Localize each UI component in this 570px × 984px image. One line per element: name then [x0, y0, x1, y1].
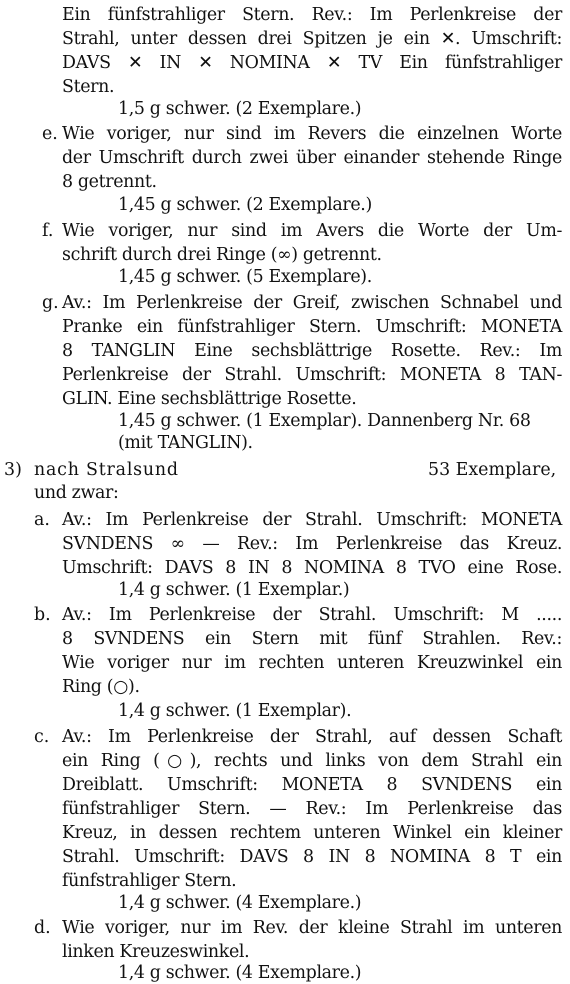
item-label-g: g. — [42, 293, 59, 313]
text-line: Stern. — [62, 77, 115, 97]
text-line: Perlenkreise der Strahl. Umschrift: MONETA 8 TAN- — [62, 365, 562, 385]
text-line: 8 getrennt. — [62, 172, 157, 192]
item-label-e: e. — [42, 124, 58, 144]
text-line: 8 TANGLIN Eine sechsblättrige Rosette. Rev.: Im — [62, 341, 562, 361]
text-line: Pranke ein fünfstrahliger Stern. Umschrift: MONETA — [62, 317, 562, 337]
text-line: fünfstrahliger Stern. — [62, 871, 237, 891]
section-heading: nach Stralsund — [34, 460, 179, 480]
weight-line: 1,45 g schwer. (1 Exemplar). Dannenberg Nr. 68 — [118, 411, 531, 431]
weight-line: 1,45 g schwer. (2 Exemplare.) — [118, 195, 372, 215]
text-line: GLIN. Eine sechsblättrige Rosette. — [62, 389, 357, 409]
text-line: Kreuz, in dessen rechtem unteren Winkel ein kleiner — [62, 823, 562, 843]
weight-line: 1,4 g schwer. (4 Exemplare.) — [118, 963, 362, 983]
text-line: ein Ring (○), rechts und links von dem Strahl ein — [62, 751, 562, 771]
weight-line: (mit TANGLIN). — [118, 433, 253, 453]
text-line: 8 SVNDENS ein Stern mit fünf Strahlen. Rev.: — [62, 629, 562, 649]
item-label-b: b. — [34, 605, 51, 625]
section-number: 3) — [4, 460, 22, 480]
weight-line: 1,4 g schwer. (1 Exemplar). — [118, 701, 352, 721]
text-line: Ein fünfstrahliger Stern. Rev.: Im Perlenkreise der — [62, 5, 562, 25]
section-count: 53 Exemplare, — [428, 460, 557, 480]
text-line: Av.: Im Perlenkreise der Greif, zwischen Schnabel und — [62, 293, 562, 313]
text-line: Strahl, unter dessen drei Spitzen je ein ✕. Umschrift: — [62, 29, 562, 49]
text-line: Wie voriger, nur im Rev. der kleine Strahl im unteren — [62, 918, 562, 938]
text-line: Strahl. Umschrift: DAVS 8 IN 8 NOMINA 8 T ein — [62, 847, 562, 867]
text-line: Wie voriger, nur sind im Avers die Worte der Um- — [62, 221, 562, 241]
section-sub: und zwar: — [34, 483, 119, 503]
weight-line: 1,5 g schwer. (2 Exemplare.) — [118, 99, 362, 119]
text-line: Av.: Im Perlenkreise der Strahl. Umschrift: M ..... — [62, 605, 562, 625]
text-line: Umschrift: DAVS 8 IN 8 NOMINA 8 TVO eine Rose. — [62, 558, 562, 578]
item-label-f: f. — [42, 221, 54, 241]
item-label-d: d. — [34, 918, 51, 938]
text-line: Wie voriger, nur sind im Revers die einzelnen Worte — [62, 124, 562, 144]
text-line: SVNDENS ∞ — Rev.: Im Perlenkreise das Kreuz. — [62, 534, 562, 554]
text-line: schrift durch drei Ringe (∞) getrennt. — [62, 245, 382, 265]
text-line: der Umschrift durch zwei über einander stehende Ringe — [62, 148, 562, 168]
text-line: fünfstrahliger Stern. — Rev.: Im Perlenkreise das — [62, 799, 562, 819]
weight-line: 1,4 g schwer. (4 Exemplare.) — [118, 893, 362, 913]
text-line: Av.: Im Perlenkreise der Strahl. Umschrift: MONETA — [62, 510, 562, 530]
weight-line: 1,45 g schwer. (5 Exemplare). — [118, 267, 372, 287]
text-line: Ring (○). — [62, 677, 140, 697]
weight-line: 1,4 g schwer. (1 Exemplar.) — [118, 580, 350, 600]
text-line: Dreiblatt. Umschrift: MONETA 8 SVNDENS ein — [62, 775, 562, 795]
text-line: Av.: Im Perlenkreise der Strahl, auf dessen Schaft — [62, 727, 562, 747]
text-line: DAVS ✕ IN ✕ NOMINA ✕ TV Ein fünfstrahliger — [62, 53, 562, 73]
item-label-c: c. — [34, 727, 50, 747]
item-label-a: a. — [34, 510, 50, 530]
text-line: Wie voriger nur im rechten unteren Kreuzwinkel ein — [62, 653, 562, 673]
text-line: linken Kreuzeswinkel. — [62, 942, 250, 962]
